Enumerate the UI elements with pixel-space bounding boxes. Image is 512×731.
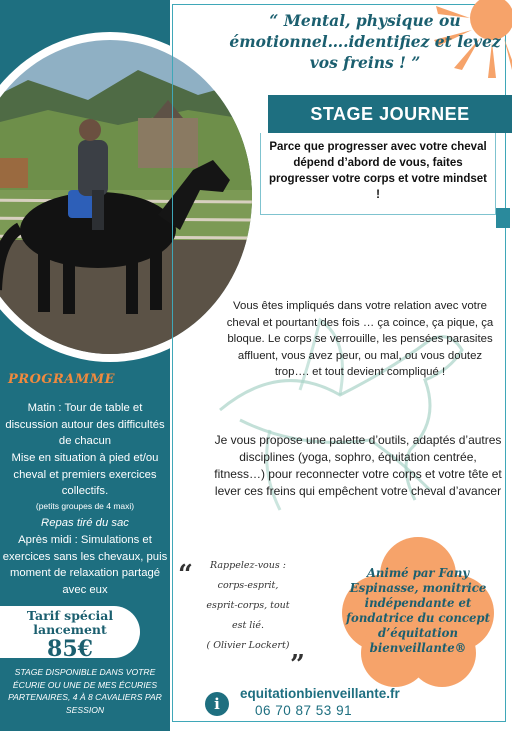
close-quote-icon: ” (290, 650, 305, 680)
stage-banner: STAGE JOURNEE (268, 95, 512, 133)
programme-mise: Mise en situation à pied et/ou cheval et premiers exercices collectifs. (11, 452, 159, 497)
programme-afternoon: Après midi : Simulations et exercices sans les chevaux, puis moment de relaxation partagé avec eux (2, 534, 168, 596)
organizer-text: Animé par Fany Espinasse, monitrice indépendante et fondatrice du concept d’équitation bienveillante® (346, 566, 490, 655)
tarif-badge (0, 606, 140, 662)
citation-block (200, 556, 296, 656)
citation-line-3: esprit-corps, tout (206, 600, 290, 611)
citation-author: ( Olivier Lockert) (206, 640, 290, 651)
body-paragraph-1: Vous êtes impliqués dans votre relation avec votre cheval et pourtant des fois … ça coince, ça pique, ça bloque. Le corps se verrouille, les pensées parasites affluent, vous avez peur, ou mal, ou vous doutez trop…. et tout devient compliqué ! (226, 300, 494, 378)
headline-quote: “ Mental, physique ou émotionnel….identifiez et levez vos freins ! ” (229, 11, 501, 72)
open-quote-icon: “ (178, 560, 193, 590)
body-paragraph-2: Je vous propose une palette d’outils, adaptés d’autres disciplines (yoga, sophro, équitation centrée, fitness…) pour reconnecter votre corps et votre tête et lever ces freins qui empêchent votre cheval d’avancer (214, 433, 502, 498)
citation-line-2: corps-esprit, (217, 580, 279, 591)
programme-lunch: Repas tiré du sac (41, 517, 129, 529)
intro-box: Parce que progresser avec votre cheval dépend d’abord de vous, faites progresser votre corps et votre mindset ! (260, 133, 496, 215)
availability-note: STAGE DISPONIBLE DANS VOTRE ÉCURIE OU UNE DE MES ÉCURIES PARTENAIRES, 4 À 8 CAVALIERS PAR SESSION (8, 667, 162, 715)
info-icon: i (205, 692, 229, 716)
programme-groups: (petits groupes de 4 maxi) (35, 501, 135, 511)
tarif-price: 85€ (47, 636, 93, 662)
phone-number[interactable]: 06 70 87 53 91 (255, 703, 353, 718)
tarif-label: Tarif spécial lancement (26, 608, 114, 637)
programme-title: PROGRAMME (8, 372, 116, 387)
website-link[interactable]: equitationbienveillante.fr (240, 686, 400, 701)
programme-morning: Matin : Tour de table et discussion autour des difficultés de chacun (5, 402, 165, 447)
citation-line-1: Rappelez-vous : (210, 560, 286, 571)
citation-line-4: est lié. (231, 620, 265, 631)
decorative-tab (496, 208, 510, 228)
